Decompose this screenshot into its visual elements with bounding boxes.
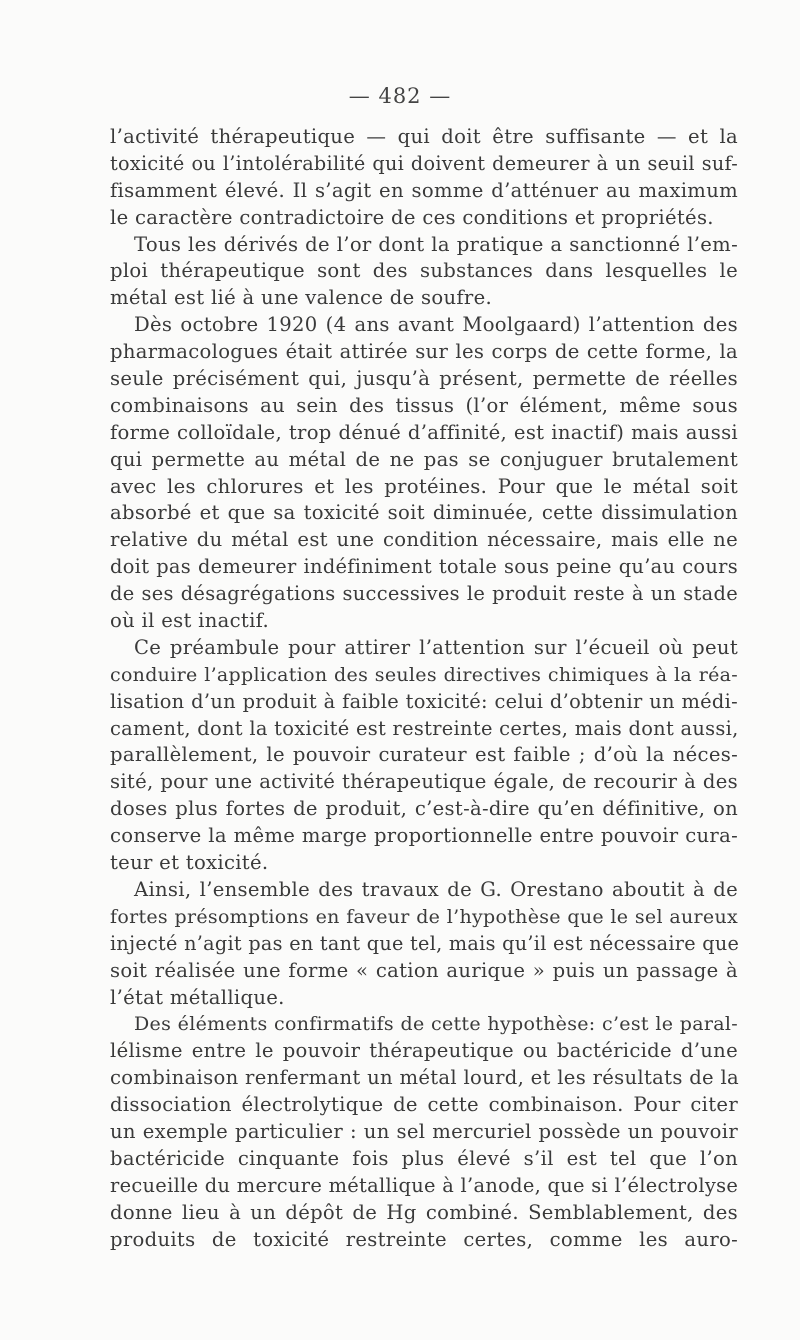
text-line: doses plus fortes de produit, c’est-à-dire qu’en définitive, on [110, 797, 738, 821]
text-line: lélisme entre le pouvoir thérapeutique ou bactéricide d’une [110, 1039, 738, 1063]
text-line: absorbé et que sa toxicité soit diminuée, cette dissimulation [110, 501, 738, 525]
text-line: Tous les dérivés de l’or dont la pratique a sanctionné l’em- [134, 232, 738, 256]
text-line: Des éléments confirmatifs de cette hypothèse: c’est le paral- [134, 1013, 738, 1036]
body-text [110, 124, 738, 1253]
text-line: fortes présomptions en faveur de l’hypothèse que le sel aureux [110, 905, 738, 928]
text-line: toxicité ou l’intolérabilité qui doivent demeurer à un seuil suf- [110, 151, 738, 175]
text-line: où il est inactif. [110, 609, 270, 633]
page-number: — 482 — [348, 84, 452, 108]
text-line: pharmacologues était attirée sur les corps de cette forme, la [110, 340, 738, 364]
text-line: seule précisément qui, jusqu’à présent, permette de réelles [110, 367, 738, 391]
text-line: avec les chlorures et les protéines. Pour que le métal soit [110, 474, 738, 498]
text-line: lisation d’un produit à faible toxicité: celui d’obtenir un médi- [110, 689, 738, 713]
text-line: relative du métal est une condition nécessaire, mais elle ne [110, 528, 738, 552]
text-line: bactéricide cinquante fois plus élevé s’il est tel que l’on [110, 1146, 738, 1170]
text-line: le caractère contradictoire de ces conditions et propriétés. [110, 205, 714, 229]
text-line: produits de toxicité restreinte certes, comme les auro- [110, 1227, 738, 1251]
text-line: teur et toxicité. [110, 851, 269, 875]
text-line: recueille du mercure métallique à l’anode, que si l’électrolyse [110, 1173, 739, 1197]
text-line: forme colloïdale, trop dénué d’affinité, est inactif) mais aussi [110, 420, 738, 444]
text-line: injecté n’agit pas en tant que tel, mais qu’il est nécessaire que [110, 931, 740, 955]
text-line: métal est lié à une valence de soufre. [110, 286, 493, 310]
text-line: combinaisons au sein des tissus (l’or élément, même sous [110, 393, 738, 417]
text-line: donne lieu à un dépôt de Hg combiné. Semblablement, des [110, 1200, 738, 1224]
text-line: fisamment élevé. Il s’agit en somme d’atténuer au maximum [110, 178, 738, 202]
text-line: conserve la même marge proportionnelle entre pouvoir cura- [110, 824, 738, 848]
text-line: cament, dont la toxicité est restreinte certes, mais dont aussi, [110, 716, 739, 740]
text-line: Ainsi, l’ensemble des travaux de G. Orestano aboutit à de [134, 877, 738, 901]
text-line: qui permette au métal de ne pas se conjuguer brutalement [110, 447, 738, 471]
text-line: de ses désagrégations successives le produit reste à un stade [110, 582, 738, 606]
text-line: l’activité thérapeutique — qui doit être suffisante — et la [110, 125, 738, 148]
text-line: Ce préambule pour attirer l’attention sur l’écueil où peut [134, 635, 738, 659]
text-line: conduire l’application des seules directives chimiques à la réa- [110, 663, 738, 686]
text-line: l’état métallique. [110, 985, 285, 1009]
text-line: dissociation électrolytique de cette combinaison. Pour citer [110, 1093, 738, 1117]
text-line: parallèlement, le pouvoir curateur est faible ; d’où la néces- [110, 743, 738, 767]
text-line: ploi thérapeutique sont des substances dans lesquelles le [110, 259, 738, 283]
text-line: sité, pour une activité thérapeutique égale, de recourir à des [110, 770, 738, 794]
text-line: un exemple particulier : un sel mercuriel possède un pouvoir [110, 1119, 738, 1143]
text-line: soit réalisée une forme « cation aurique » puis un passage à [110, 958, 738, 982]
text-line: doit pas demeurer indéfiniment totale sous peine qu’au cours [110, 555, 738, 579]
text-line: Dès octobre 1920 (4 ans avant Moolgaard) l’attention des [134, 313, 738, 337]
text-line: combinaison renfermant un métal lourd, et les résultats de la [110, 1066, 740, 1090]
